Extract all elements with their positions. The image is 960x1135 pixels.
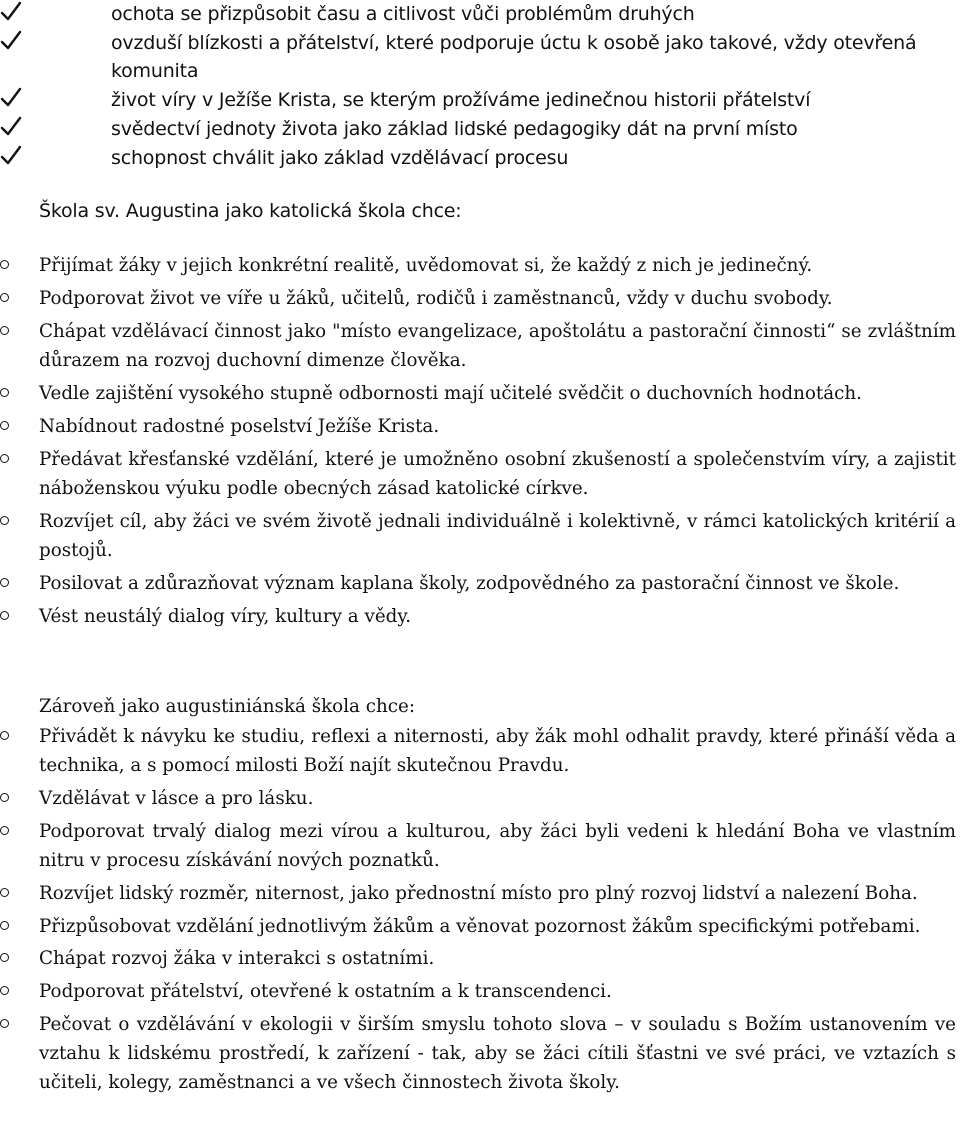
- list-item: [0, 251, 960, 280]
- check-mark-icon: [0, 30, 22, 52]
- hollow-circle-bullet-icon: [0, 826, 9, 835]
- catholic-school-heading: Škola sv. Augustina jako katolická škola chce:: [39, 200, 462, 222]
- hollow-circle-bullet-icon: [0, 326, 9, 335]
- list-item-text: Vedle zajištění vysokého stupně odbornosti mají učitelé svědčit o duchovních hodnotách.: [39, 383, 862, 404]
- hollow-circle-bullet-icon: [0, 454, 9, 463]
- list-item: [0, 1010, 960, 1097]
- list-item-text: Rozvíjet cíl, aby žáci ve svém životě jednali individuálně i kolektivně, v rámci katolických kritérií a postojů.: [39, 511, 956, 561]
- list-item-text: Pečovat o vzdělávání v ekologii v širším smyslu tohoto slova – v souladu s Božím ustanovením ve vztahu k lidskému prostředí, k zařízení - tak, aby se žáci cítili šťastni ve své práci, ve vztazích s učiteli, kolegy, zaměstnanci a ve všech činnostech života školy.: [39, 1014, 956, 1094]
- checklist-item: [0, 86, 960, 115]
- checklist-item-text: ochota se přizpůsobit času a citlivost vůči problémům druhých: [111, 3, 695, 25]
- checklist-item-text: svědectví jednoty života jako základ lidské pedagogiky dát na první místo: [111, 117, 798, 140]
- hollow-circle-bullet-icon: [0, 888, 9, 897]
- hollow-circle-bullet-icon: [0, 793, 9, 802]
- list-item-text: Podporovat život ve víře u žáků, učitelů, rodičů i zaměstnanců, vždy v duchu svobody.: [39, 288, 833, 309]
- list-item-text: Přivádět k návyku ke studiu, reflexi a niternosti, aby žák mohl odhalit pravdy, které přináší věda a technika, a s pomocí milosti Boží najít skutečnou Pravdu.: [39, 726, 956, 776]
- check-mark-icon: [0, 87, 22, 109]
- list-item: [0, 507, 960, 565]
- list-item: [0, 912, 960, 941]
- list-item-text: Přizpůsobovat vzdělání jednotlivým žákům a věnovat pozornost žákům specifickými potřebami.: [39, 915, 921, 937]
- list-item: [0, 879, 960, 908]
- hollow-circle-bullet-icon: [0, 421, 9, 430]
- check-mark-icon: [0, 145, 22, 167]
- values-checklist: [0, 0, 960, 172]
- list-item: [0, 817, 960, 875]
- list-item-text: Vzdělávat v lásce a pro lásku.: [39, 787, 314, 809]
- augustinian-school-heading: Zároveň jako augustiniánská škola chce:: [39, 696, 415, 717]
- augustinian-school-goals-list: [0, 722, 960, 1101]
- list-item-text: Nabídnout radostné poselství Ježíše Krista.: [39, 416, 440, 437]
- list-item-text: Rozvíjet lidský rozměr, niternost, jako přednostní místo pro plný rozvoj lidství a nalezení Boha.: [39, 882, 918, 904]
- list-item-text: Chápat rozvoj žáka v interakci s ostatními.: [39, 948, 435, 970]
- hollow-circle-bullet-icon: [0, 921, 9, 930]
- list-item: [0, 602, 960, 631]
- list-item: [0, 445, 960, 503]
- checklist-item-text: ovzduší blízkosti a přátelství, které podporuje úctu k osobě jako takové, vždy otevřená komunita: [111, 31, 917, 83]
- checklist-item: [0, 144, 960, 173]
- list-item: [0, 722, 960, 780]
- check-mark-icon: [0, 1, 22, 23]
- list-item: [0, 284, 960, 313]
- hollow-circle-bullet-icon: [0, 611, 9, 620]
- list-item-text: Posilovat a zdůrazňovat význam kaplana školy, zodpovědného za pastorační činnost ve škole.: [39, 573, 900, 594]
- hollow-circle-bullet-icon: [0, 388, 9, 397]
- list-item: [0, 944, 960, 973]
- list-item-text: Chápat vzdělávací činnost jako "místo evangelizace, apoštolátu a pastorační činnosti“ se zvláštním důrazem na rozvoj duchovní dimenze člověka.: [39, 321, 956, 371]
- checklist-item-text: schopnost chválit jako základ vzdělávací procesu: [111, 146, 569, 169]
- list-item: [0, 977, 960, 1006]
- hollow-circle-bullet-icon: [0, 1019, 9, 1028]
- hollow-circle-bullet-icon: [0, 578, 9, 587]
- check-mark-icon: [0, 116, 22, 138]
- hollow-circle-bullet-icon: [0, 986, 9, 995]
- list-item-text: Vést neustálý dialog víry, kultury a vědy.: [39, 606, 412, 627]
- checklist-item-text: život víry v Ježíše Krista, se kterým prožíváme jedinečnou historii přátelství: [111, 89, 811, 112]
- checklist-item: [0, 29, 960, 86]
- list-item: [0, 784, 960, 813]
- checklist-item: [0, 115, 960, 144]
- catholic-school-goals-list: [0, 251, 960, 635]
- list-item: [0, 569, 960, 598]
- list-item: [0, 317, 960, 375]
- list-item-text: Předávat křesťanské vzdělání, které je umožněno osobní zkušeností a společenstvím víry, a zajistit náboženskou výuku podle obecných zásad katolické církve.: [39, 449, 956, 499]
- hollow-circle-bullet-icon: [0, 260, 9, 269]
- hollow-circle-bullet-icon: [0, 293, 9, 302]
- list-item: [0, 412, 960, 441]
- hollow-circle-bullet-icon: [0, 516, 9, 525]
- list-item-text: Podporovat trvalý dialog mezi vírou a kulturou, aby žáci byli vedeni k hledání Boha ve vlastním nitru v procesu získávání nových poznatků.: [39, 820, 956, 871]
- list-item: [0, 379, 960, 408]
- checklist-item: [0, 0, 960, 29]
- list-item-text: Přijímat žáky v jejich konkrétní realitě, uvědomovat si, že každý z nich je jedinečný.: [39, 255, 813, 276]
- list-item-text: Podporovat přátelství, otevřené k ostatním a k transcendenci.: [39, 981, 612, 1003]
- hollow-circle-bullet-icon: [0, 953, 9, 962]
- hollow-circle-bullet-icon: [0, 731, 9, 740]
